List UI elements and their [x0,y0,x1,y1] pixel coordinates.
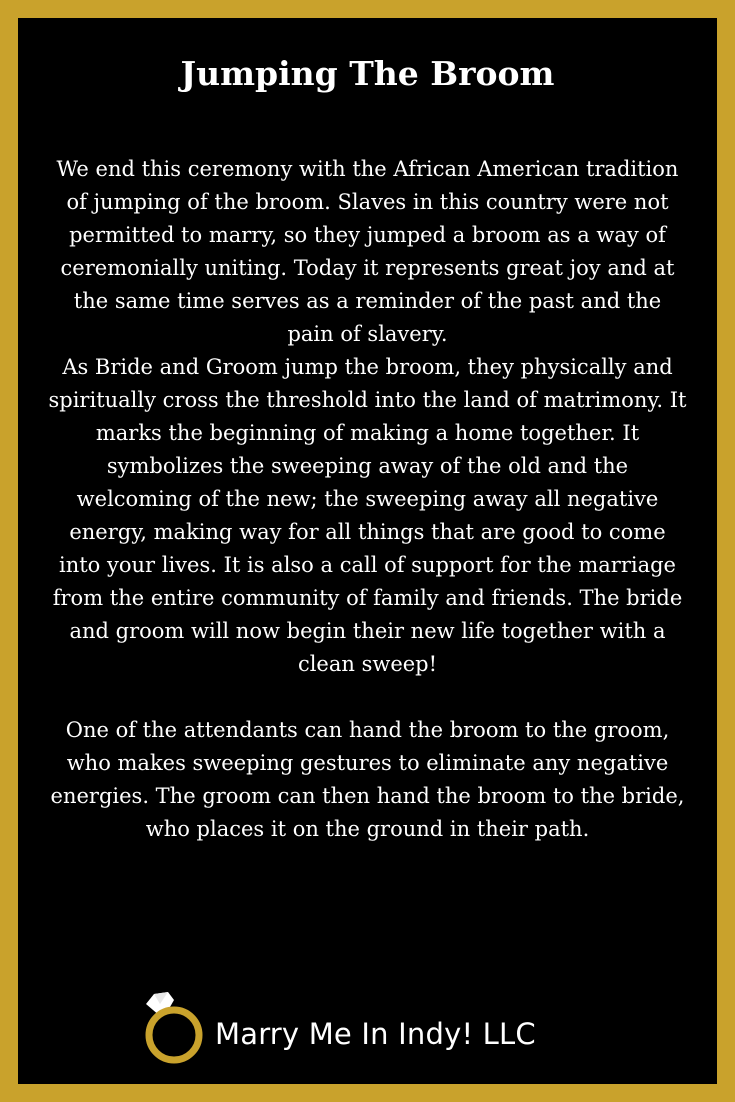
paragraph-instructions: One of the attendants can hand the broom to the groom, who makes sweeping gestures to eliminate any negative energies. The groom can then hand the broom to the bride, who places it on the ground in their path. [50,718,685,841]
body-text [48,153,687,846]
brand-name: Marry Me In Indy! LLC [215,1017,536,1051]
brand-logo [140,988,600,1068]
paragraph-spacer [48,681,687,714]
paragraph-history: We end this ceremony with the African American tradition of jumping of the broom. Slaves in this country were not permitted to marry, so they jumped a broom as a way of ceremonially uniting. Today it represents great joy and at the same time serves as a reminder of the past and the pain of slavery. [56,157,679,346]
paragraph-meaning: As Bride and Groom jump the broom, they physically and spiritually cross the threshold into the land of matrimony. It marks the beginning of making a home together. It symbolizes the sweeping away of the old and the welcoming of the new; the sweeping away all negative energy, making way for all things that are good to come into your lives. It is also a call of support for the marriage from the entire community of family and friends. The bride and groom will now begin their new life together with a clean sweep! [48,355,687,676]
page-title: Jumping The Broom [180,54,555,93]
ring-icon [140,988,208,1068]
